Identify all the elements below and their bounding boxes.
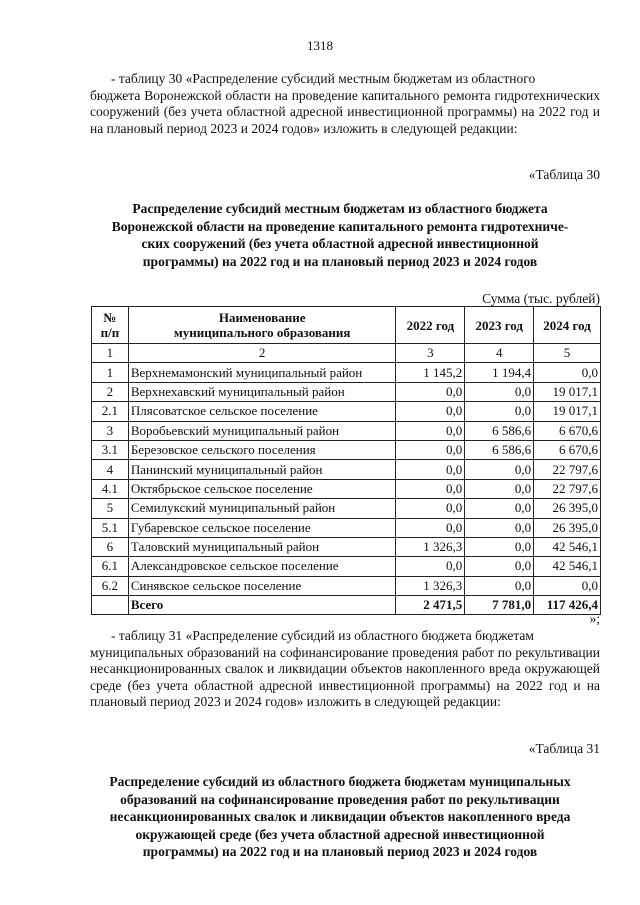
header-row bbox=[92, 307, 601, 344]
header-2023: 2023 год bbox=[465, 307, 534, 344]
row-number: 4 bbox=[92, 460, 129, 479]
units-label: Сумма (тыс. рублей) bbox=[482, 291, 600, 306]
row-number: 4.1 bbox=[92, 479, 129, 498]
row-value-2022: 0,0 bbox=[396, 421, 465, 440]
row-value-2023: 0,0 bbox=[465, 557, 534, 576]
row-number: 2.1 bbox=[92, 402, 129, 421]
table-row bbox=[92, 382, 601, 401]
table31-label: «Таблица 31 bbox=[528, 741, 600, 756]
table-row bbox=[92, 460, 601, 479]
table30-title-line: Распределение субсидий местным бюджетам из областного бюджета bbox=[132, 201, 548, 216]
row-value-2022: 0,0 bbox=[396, 460, 465, 479]
table31-title-line: несанкционированных свалок и ликвидации объектов накопленного вреда bbox=[109, 809, 571, 824]
row-value-2024: 6 670,6 bbox=[534, 440, 601, 459]
row-name: Верхнемамонский муниципальный район bbox=[128, 363, 396, 382]
intro2-rest: муниципальных образований на софинансирование проведения работ по рекультивации несанкционированных свалок и ликвидации объектов накопленного вреда окружающей среде (без учета областной адресной инвестиционной программы) на 2022 год и на плановый период 2023 и 2024 годов» изложить в следующей редакции: bbox=[90, 644, 600, 710]
table-row bbox=[92, 479, 601, 498]
colnum-cell: 3 bbox=[396, 344, 465, 363]
total-2024: 117 426,4 bbox=[534, 596, 601, 615]
table30-title bbox=[60, 200, 620, 270]
table31-title-line: программы) на 2022 год и на плановый период 2023 и 2024 годов bbox=[142, 844, 538, 859]
header-name-line1: Наименование bbox=[218, 310, 306, 325]
row-value-2022: 0,0 bbox=[396, 518, 465, 537]
header-no bbox=[92, 307, 129, 344]
table-row bbox=[92, 440, 601, 459]
subsidies-table bbox=[91, 306, 601, 615]
table31-title-line: Распределение субсидий из областного бюджета бюджетам муниципальных bbox=[109, 774, 571, 789]
intro-rest: бюджета Воронежской области на проведение капитального ремонта гидротехнических сооружений (без учета областной адресной инвестиционной программы) на 2022 год и на плановый период 2023 и 2024 годов» изложить в следующей редакции: bbox=[90, 87, 600, 136]
colnum-cell: 4 bbox=[465, 344, 534, 363]
table-row bbox=[92, 557, 601, 576]
colnum-cell: 2 bbox=[128, 344, 396, 363]
table-row bbox=[92, 576, 601, 595]
row-value-2024: 6 670,6 bbox=[534, 421, 601, 440]
intro-paragraph-table30 bbox=[90, 71, 600, 137]
table31-title bbox=[60, 773, 620, 861]
row-value-2023: 0,0 bbox=[465, 382, 534, 401]
colnum-cell: 1 bbox=[92, 344, 129, 363]
row-value-2023: 6 586,6 bbox=[465, 440, 534, 459]
row-value-2024: 0,0 bbox=[534, 363, 601, 382]
row-value-2024: 19 017,1 bbox=[534, 382, 601, 401]
total-row bbox=[92, 596, 601, 615]
row-value-2022: 0,0 bbox=[396, 382, 465, 401]
row-value-2022: 1 145,2 bbox=[396, 363, 465, 382]
table30-title-line: ских сооружений (без учета областной адресной инвестиционной bbox=[141, 236, 539, 251]
row-name: Александровское сельское поселение bbox=[128, 557, 396, 576]
row-number: 6.2 bbox=[92, 576, 129, 595]
row-value-2023: 0,0 bbox=[465, 537, 534, 556]
row-name: Плясоватское сельское поселение bbox=[128, 402, 396, 421]
table30-title-line: Воронежской области на проведение капитального ремонта гидротехниче- bbox=[111, 218, 569, 234]
row-value-2024: 42 546,1 bbox=[534, 537, 601, 556]
row-value-2023: 0,0 bbox=[465, 518, 534, 537]
row-value-2024: 26 395,0 bbox=[534, 499, 601, 518]
row-number: 3 bbox=[92, 421, 129, 440]
row-value-2022: 0,0 bbox=[396, 402, 465, 421]
row-name: Губаревское сельское поселение bbox=[128, 518, 396, 537]
row-name: Октябрьское сельское поселение bbox=[128, 479, 396, 498]
row-value-2024: 0,0 bbox=[534, 576, 601, 595]
table31-title-line: окружающей среде (без учета областной адресной инвестиционной bbox=[135, 826, 545, 842]
total-number-cell bbox=[92, 596, 129, 615]
row-value-2023: 0,0 bbox=[465, 479, 534, 498]
intro-paragraph-table31 bbox=[90, 628, 600, 711]
row-value-2024: 22 797,6 bbox=[534, 479, 601, 498]
row-name: Синявское сельское поселение bbox=[128, 576, 396, 595]
row-value-2024: 26 395,0 bbox=[534, 518, 601, 537]
page-number: 1318 bbox=[307, 38, 333, 53]
row-value-2024: 42 546,1 bbox=[534, 557, 601, 576]
row-name: Панинский муниципальный район bbox=[128, 460, 396, 479]
row-value-2023: 0,0 bbox=[465, 460, 534, 479]
header-no-line1: № bbox=[103, 310, 117, 325]
header-name-line2: муниципального образования bbox=[173, 325, 351, 340]
row-number: 6 bbox=[92, 537, 129, 556]
row-name: Таловский муниципальный район bbox=[128, 537, 396, 556]
row-value-2022: 0,0 bbox=[396, 440, 465, 459]
colnum-cell: 5 bbox=[534, 344, 601, 363]
row-value-2023: 0,0 bbox=[465, 499, 534, 518]
row-number: 5 bbox=[92, 499, 129, 518]
row-name: Воробьевский муниципальный район bbox=[128, 421, 396, 440]
header-2022: 2022 год bbox=[396, 307, 465, 344]
row-number: 2 bbox=[92, 382, 129, 401]
table-row bbox=[92, 518, 601, 537]
row-value-2023: 1 194,4 bbox=[465, 363, 534, 382]
row-value-2024: 22 797,6 bbox=[534, 460, 601, 479]
row-value-2022: 1 326,3 bbox=[396, 576, 465, 595]
row-value-2024: 19 017,1 bbox=[534, 402, 601, 421]
table-row bbox=[92, 499, 601, 518]
row-number: 6.1 bbox=[92, 557, 129, 576]
table-row bbox=[92, 421, 601, 440]
total-2022: 2 471,5 bbox=[396, 596, 465, 615]
total-label: Всего bbox=[128, 596, 396, 615]
table-row bbox=[92, 363, 601, 382]
row-value-2022: 0,0 bbox=[396, 557, 465, 576]
row-name: Верхнехавский муниципальный район bbox=[128, 382, 396, 401]
column-number-row bbox=[92, 344, 601, 363]
row-value-2022: 0,0 bbox=[396, 479, 465, 498]
row-name: Березовское сельского поселения bbox=[128, 440, 396, 459]
header-2024: 2024 год bbox=[534, 307, 601, 344]
row-value-2022: 0,0 bbox=[396, 499, 465, 518]
intro2-first-line: - таблицу 31 «Распределение субсидий из областного бюджета бюджетам bbox=[111, 628, 534, 643]
table30-title-line: программы) на 2022 год и на плановый период 2023 и 2024 годов bbox=[142, 253, 538, 269]
row-value-2023: 0,0 bbox=[465, 402, 534, 421]
intro-first-line: - таблицу 30 «Распределение субсидий местным бюджетам из областного bbox=[111, 71, 536, 86]
row-value-2022: 1 326,3 bbox=[396, 537, 465, 556]
row-number: 5.1 bbox=[92, 518, 129, 537]
table-row bbox=[92, 402, 601, 421]
header-name bbox=[128, 307, 396, 344]
row-value-2023: 0,0 bbox=[465, 576, 534, 595]
row-number: 3.1 bbox=[92, 440, 129, 459]
closing-quote: »; bbox=[589, 611, 600, 626]
table-row bbox=[92, 537, 601, 556]
row-value-2023: 6 586,6 bbox=[465, 421, 534, 440]
row-name: Семилукский муниципальный район bbox=[128, 499, 396, 518]
header-no-line2: п/п bbox=[100, 325, 120, 340]
table31-title-line: образований на софинансирование проведения работ по рекультивации bbox=[120, 791, 560, 807]
table30-label: «Таблица 30 bbox=[528, 167, 600, 182]
row-number: 1 bbox=[92, 363, 129, 382]
total-2023: 7 781,0 bbox=[465, 596, 534, 615]
